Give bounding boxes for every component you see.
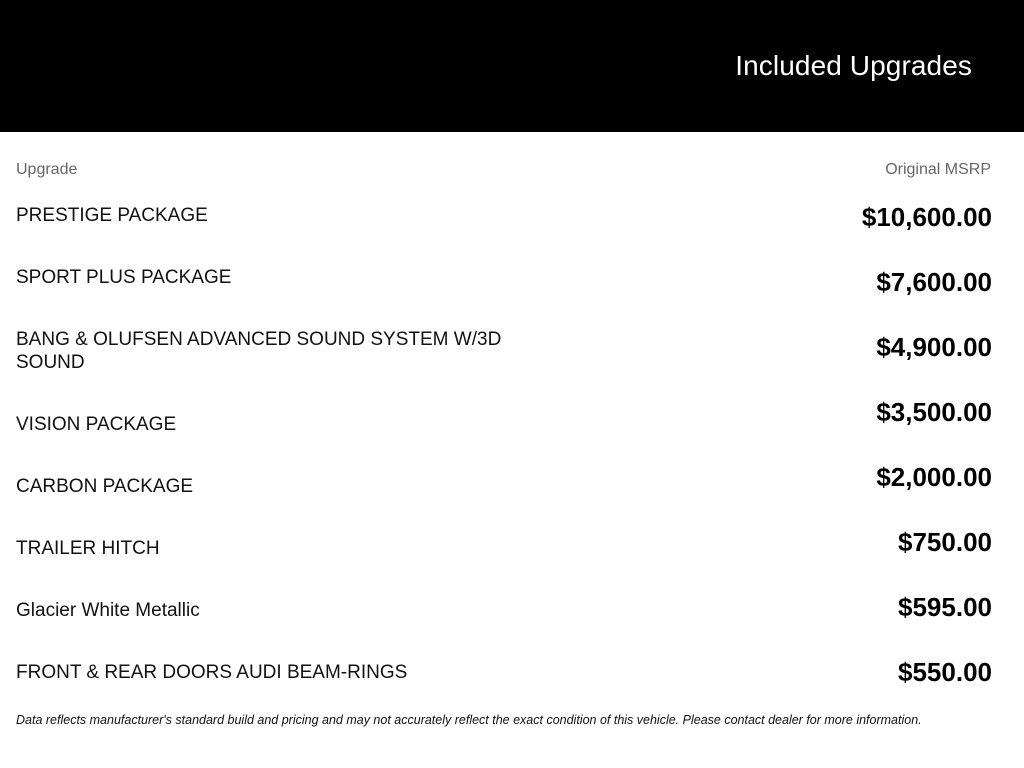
- upgrade-name: SPORT PLUS PACKAGE: [16, 267, 232, 288]
- disclaimer-text: Data reflects manufacturer's standard build and pricing and may not accurately reflect the exact condition of this vehicle. Please contact dealer for more information.: [16, 713, 922, 727]
- upgrade-name: FRONT & REAR DOORS AUDI BEAM-RINGS: [16, 662, 408, 683]
- upgrade-name: Glacier White Metallic: [16, 600, 200, 621]
- upgrade-name: BANG & OLUFSEN ADVANCED SOUND SYSTEM W/3D SOUND: [16, 329, 502, 373]
- upgrade-name: CARBON PACKAGE: [16, 476, 194, 497]
- upgrade-name: PRESTIGE PACKAGE: [16, 205, 208, 226]
- header-banner: [0, 0, 1024, 132]
- upgrade-price: $2,000.00: [876, 462, 992, 492]
- upgrade-price: $4,900.00: [876, 332, 992, 362]
- column-header-msrp: Original MSRP: [885, 161, 991, 178]
- upgrade-price: $550.00: [898, 657, 992, 687]
- upgrade-price: $7,600.00: [876, 267, 992, 297]
- upgrade-name: VISION PACKAGE: [16, 414, 177, 435]
- page-title: Included Upgrades: [735, 50, 972, 81]
- upgrade-price: $10,600.00: [861, 202, 992, 232]
- upgrade-price: $750.00: [898, 527, 992, 557]
- column-header-upgrade: Upgrade: [16, 161, 78, 178]
- upgrade-name: TRAILER HITCH: [16, 538, 160, 559]
- upgrade-price: $3,500.00: [876, 397, 992, 427]
- upgrade-price: $595.00: [898, 592, 992, 622]
